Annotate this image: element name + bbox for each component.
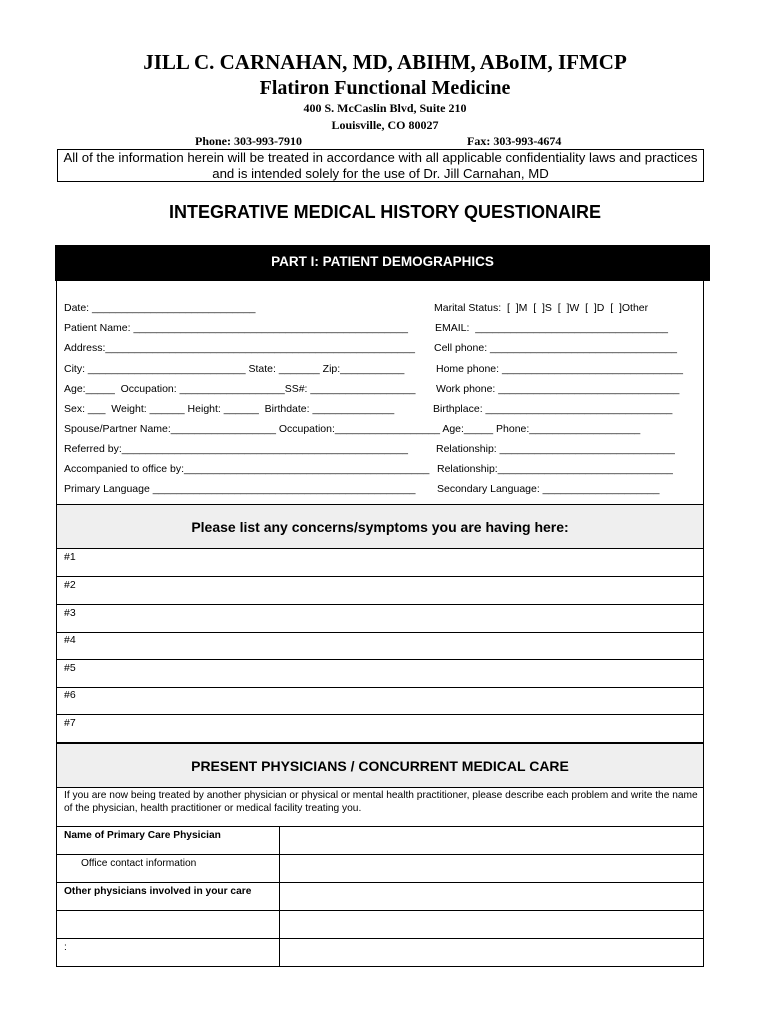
concern-row-5[interactable]: #5 xyxy=(56,660,704,688)
concern-row-4[interactable]: #4 xyxy=(56,632,704,660)
referred-by-field[interactable]: Referred by:_________________________________________________ xyxy=(64,443,408,455)
spouse-partner-field[interactable]: Spouse/Partner Name:__________________ Occupation:__________________ Age:_____ Phone:___________________ xyxy=(64,423,641,435)
marital-status-field[interactable]: Marital Status: [ ]M [ ]S [ ]W [ ]D [ ]Other xyxy=(434,302,649,314)
date-field[interactable]: Date: ____________________________ xyxy=(64,302,256,314)
demographics-section xyxy=(56,281,704,505)
physician-row-blank-label xyxy=(57,911,280,938)
address-line-1: 400 S. McCaslin Blvd, Suite 210 xyxy=(303,101,467,115)
birthplace-field[interactable]: Birthplace: ________________________________ xyxy=(433,403,673,415)
physicians-header: PRESENT PHYSICIANS / CONCURRENT MEDICAL CARE xyxy=(56,743,704,788)
secondary-language-field[interactable]: Secondary Language: ____________________ xyxy=(437,483,660,495)
doctor-name: JILL C. CARNAHAN, MD, ABIHM, ABoIM, IFMCP xyxy=(143,50,627,74)
referred-relationship-field[interactable]: Relationship: ______________________________ xyxy=(436,443,675,455)
form-title: INTEGRATIVE MEDICAL HISTORY QUESTIONAIRE xyxy=(168,202,602,222)
practice-name: Flatiron Functional Medicine xyxy=(259,77,511,99)
primary-care-label: Name of Primary Care Physician xyxy=(57,827,280,854)
concern-row-6[interactable]: #6 xyxy=(56,687,704,715)
concerns-header: Please list any concerns/symptoms you are having here: xyxy=(56,504,704,549)
city-state-zip-field[interactable]: City: ___________________________ State: _______ Zip:___________ xyxy=(64,363,405,375)
primary-care-row[interactable] xyxy=(56,827,704,855)
concern-row-2[interactable]: #2 xyxy=(56,577,704,605)
age-occupation-ss-field[interactable]: Age:_____ Occupation: __________________SS#: __________________ xyxy=(64,383,416,395)
physician-row-last-label: : xyxy=(57,939,280,966)
office-contact-row[interactable] xyxy=(56,855,704,883)
physician-row-blank[interactable] xyxy=(56,911,704,939)
email-field[interactable]: EMAIL: _________________________________ xyxy=(435,322,668,334)
office-contact-label: Office contact information xyxy=(57,855,280,882)
accompanied-relationship-field[interactable]: Relationship:______________________________ xyxy=(437,463,673,475)
confidentiality-notice: All of the information herein will be treated in accordance with all applicable confidentiality laws and practices and is intended solely for the use of Dr. Jill Carnahan, MD xyxy=(57,149,704,182)
physicians-instructions: If you are now being treated by another physician or physical or mental health practitioner, please describe each problem and write the name of the physician, health practitioner or medical facility treating you. xyxy=(56,788,704,827)
address-field[interactable]: Address:_____________________________________________________ xyxy=(64,342,415,354)
phone-number: Phone: 303-993-7910 xyxy=(195,134,302,148)
cell-phone-field[interactable]: Cell phone: ________________________________ xyxy=(434,342,677,354)
other-physicians-row[interactable] xyxy=(56,883,704,911)
concern-row-3[interactable]: #3 xyxy=(56,605,704,633)
sex-weight-height-birthdate-field[interactable]: Sex: ___ Weight: ______ Height: ______ Birthdate: ______________ xyxy=(64,403,395,415)
work-phone-field[interactable]: Work phone: _______________________________ xyxy=(436,383,680,395)
accompanied-by-field[interactable]: Accompanied to office by:__________________________________________ xyxy=(64,463,430,475)
other-physicians-label: Other physicians involved in your care xyxy=(57,883,280,910)
concern-row-1[interactable]: #1 xyxy=(56,549,704,577)
patient-name-field[interactable]: Patient Name: _______________________________________________ xyxy=(64,322,408,334)
home-phone-field[interactable]: Home phone: _______________________________ xyxy=(436,363,683,375)
physician-row-last[interactable] xyxy=(56,939,704,967)
address-line-2: Louisville, CO 80027 xyxy=(331,118,439,132)
part1-header: PART I: PATIENT DEMOGRAPHICS xyxy=(55,245,710,281)
fax-number: Fax: 303-993-4674 xyxy=(467,134,562,148)
concern-row-7[interactable]: #7 xyxy=(56,715,704,743)
primary-language-field[interactable]: Primary Language _____________________________________________ xyxy=(64,483,416,495)
